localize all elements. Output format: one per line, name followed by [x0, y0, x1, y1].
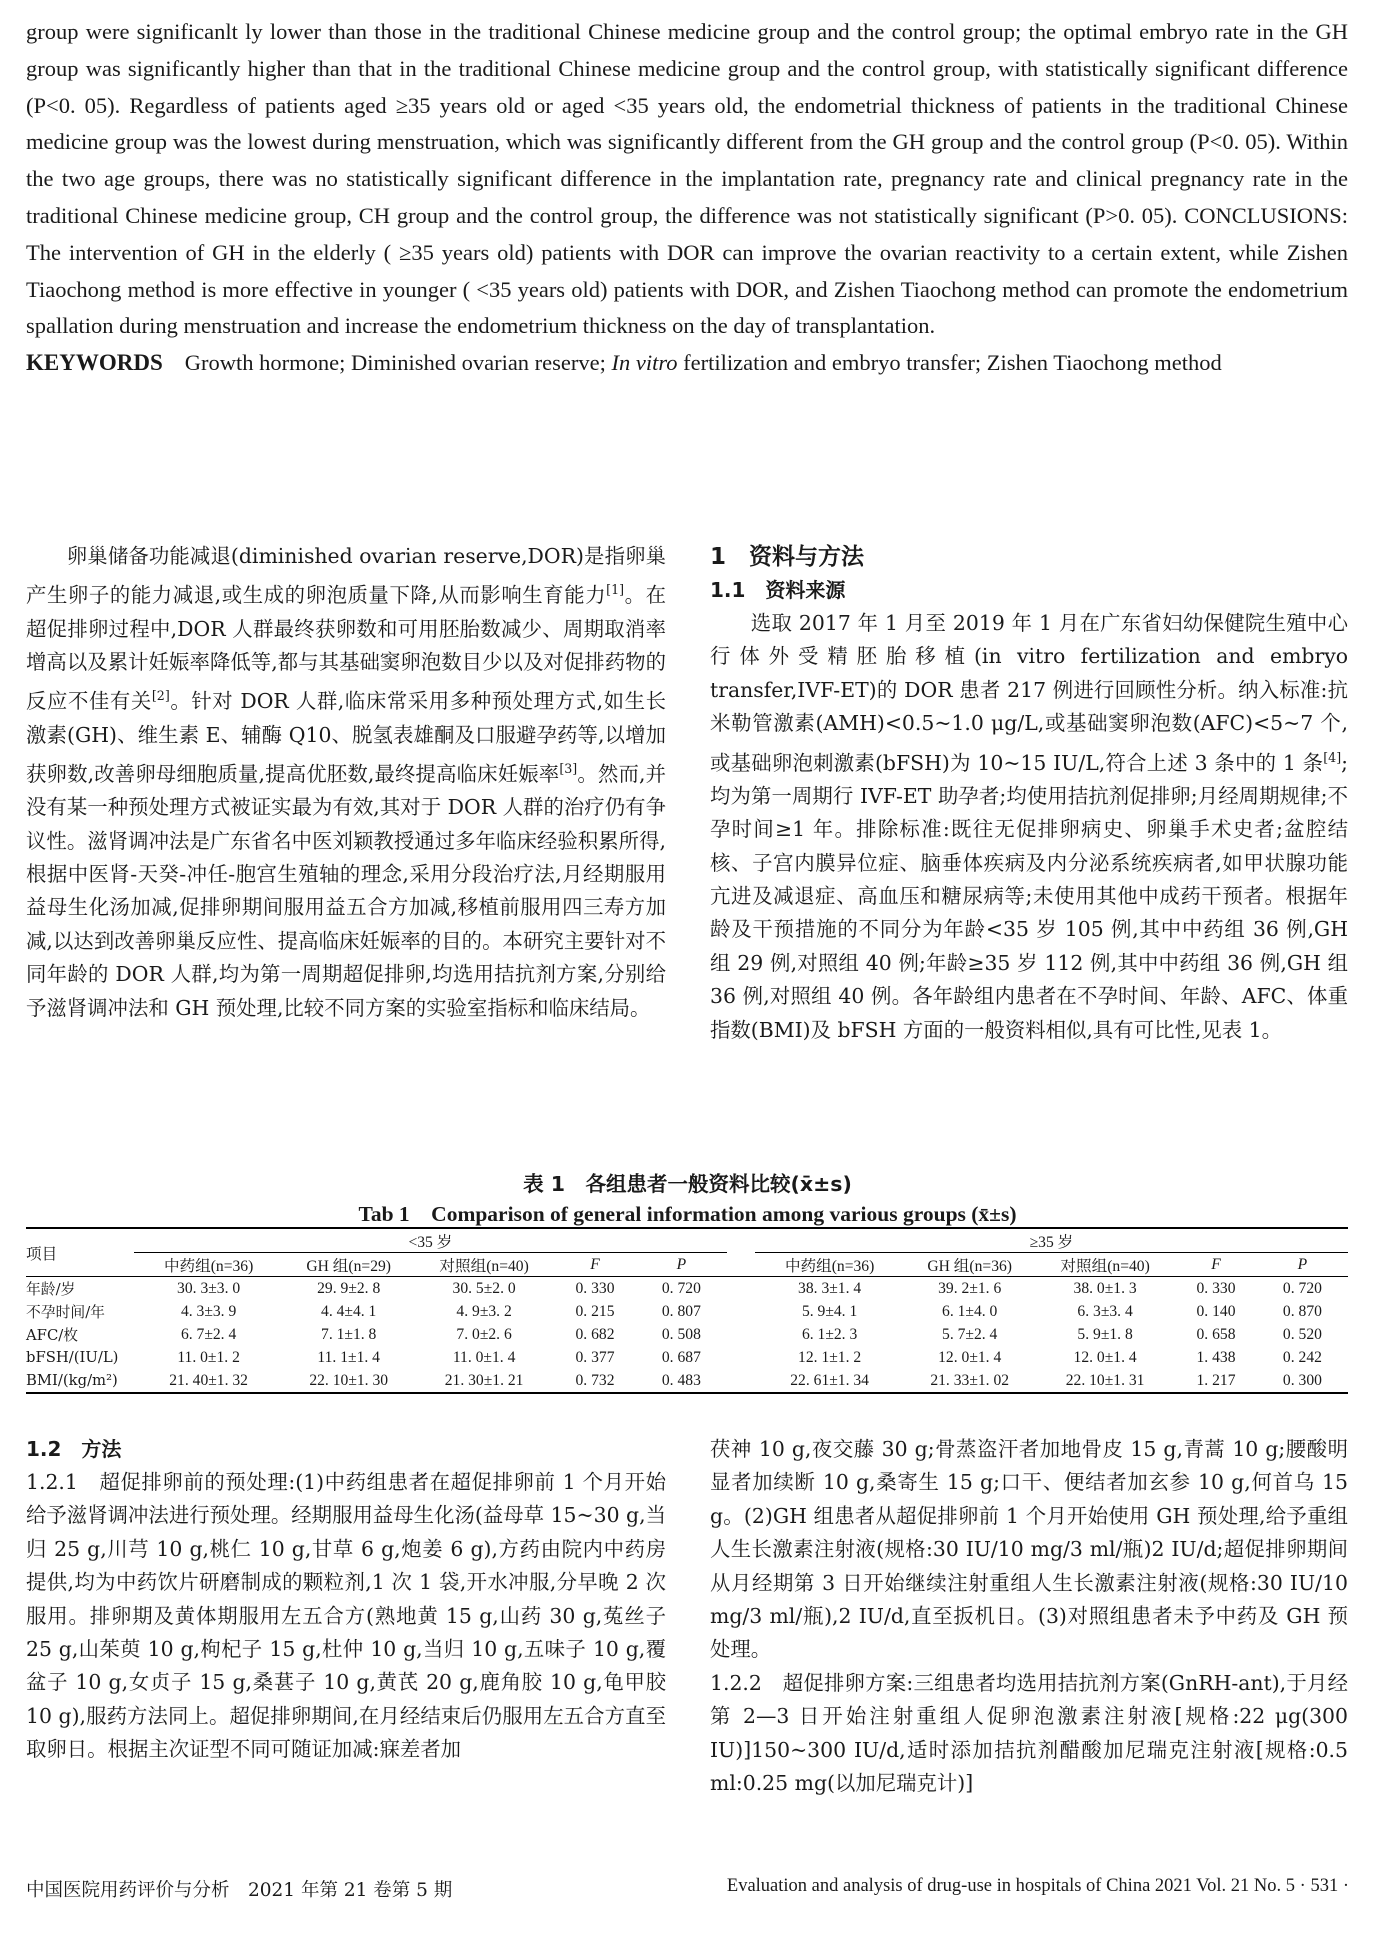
- col-header: P: [676, 1255, 687, 1273]
- table-cell: 4. 9±3. 2: [456, 1302, 512, 1320]
- table-header-row-2: [26, 1253, 1348, 1277]
- table-item-header: 项目: [26, 1228, 134, 1277]
- table-cell: 12. 0±1. 4: [1073, 1348, 1137, 1366]
- row-label: 不孕时间/年: [26, 1304, 105, 1321]
- col-header: 中药组(n=36): [784, 1257, 875, 1275]
- intro-text-1: 卵巢储备功能减退(diminished ovarian reserve,DOR)是指卵巢产生卵子的能力减退,或生成的卵泡质量下降,从而影响生育能力: [26, 544, 666, 608]
- table-cell: 29. 9±2. 8: [283, 1277, 414, 1301]
- table-cell: 12. 0±1. 4: [938, 1348, 1002, 1366]
- table-row: [26, 1346, 1348, 1369]
- table-cell: 0. 140: [1196, 1302, 1236, 1320]
- table-cell: 22. 10±1. 30: [283, 1369, 414, 1393]
- table-cell: 1. 438: [1196, 1348, 1236, 1366]
- methods-paragraph-1-2-2: 1.2.2 超促排卵方案:三组患者均选用拮抗剂方案(GnRH-ant),于月经第 2—3 日开始注射重组人促卵泡激素注射液[规格:22 μg(300 IU)]150~300 IU/d,适时添加拮抗剂醋酸加尼瑞克注射液[规格:0.5 ml:0.25 mg(以加尼瑞克计)]: [710, 1670, 1348, 1796]
- table-header-row-1: [26, 1228, 1348, 1253]
- col-header: 对照组(n=40): [1060, 1257, 1150, 1275]
- citation-4[interactable]: [4]: [1323, 749, 1342, 765]
- table-cell: 7. 0±2. 6: [456, 1325, 512, 1343]
- table-cell: 5. 9±1. 8: [1077, 1325, 1133, 1343]
- section-heading-1: 1 资料与方法: [710, 544, 865, 570]
- table-cell: 21. 30±1. 21: [414, 1369, 554, 1393]
- row-label: 年龄/岁: [26, 1277, 134, 1301]
- group-header-ge35: ≥35 岁: [755, 1228, 1348, 1253]
- table-cell: 0. 720: [1257, 1277, 1348, 1301]
- citation-2[interactable]: [2]: [151, 688, 170, 704]
- table-cell: 39. 2±1. 6: [904, 1277, 1035, 1301]
- table-cell: 5. 7±2. 4: [942, 1325, 998, 1343]
- table-cell: 0. 807: [661, 1302, 701, 1320]
- keywords-label: KEYWORDS: [26, 350, 163, 376]
- keywords-text-italic: In vitro: [611, 350, 678, 376]
- table-row: [26, 1277, 1348, 1301]
- table-1-title-zh: 表 1 各组患者一般资料比较(x̄±s): [523, 1172, 852, 1196]
- table-cell: 6. 1±2. 3: [801, 1325, 858, 1343]
- table-cell: 21. 40±1. 32: [134, 1369, 283, 1393]
- table-cell: 0. 682: [575, 1325, 615, 1343]
- table-cell: 22. 10±1. 31: [1035, 1369, 1175, 1393]
- table-cell: 0. 377: [575, 1348, 615, 1366]
- intro-column-left: [26, 540, 666, 1025]
- table-cell: 12. 1±1. 2: [798, 1348, 862, 1366]
- materials-text-2: ;均为第一周期行 IVF-ET 助孕者;均使用拮抗剂促排卵;月经周期规律;不孕时间≥1 年。排除标准:既往无促排卵病史、卵巢手术史者;盆腔结核、子宫内膜异位症、脑垂体疾病及内分泌系统疾病者,如甲状腺功能亢进及减退症、高血压和糖尿病等;未使用其他中成药干预者。根据年龄及干预措施的不同分为年龄<35 岁 105 例,其中中药组 36 例,GH 组 29 例,对照组 40 例;年龄≥35 岁 112 例,其中中药组 36 例,GH 组 36 例,对照组 40 例。各年龄组内患者在不孕时间、年龄、AFC、体重指数(BMI)及 bFSH 方面的一般资料相似,具有可比性,见表 1。: [710, 750, 1348, 1042]
- group-header-lt35: <35 岁: [134, 1228, 727, 1253]
- abstract-results-conclusions: group were significanlt ly lower than those in the traditional Chinese medicine group and the control group; the optimal embryo rate in the GH group was significantly higher than that in the traditional Chinese medicine group and the control group, with statistically significant difference (P<0. 05). Regardless of patients aged ≥35 years old or aged <35 years old, the endometrial thickness of patients in the traditional Chinese medicine group was the lowest during menstruation, which was significantly different from the GH group and the control group (P<0. 05). Within the two age groups, there was no statistically significant difference in the implantation rate, pregnancy rate and clinical pregnancy rate in the traditional Chinese medicine group, CH group and the control group, the difference was not statistically significant (P>0. 05). CONCLUSIONS: The intervention of GH in the elderly ( ≥35 years old) patients with DOR can improve the ovarian reactivity to a certain extent, while Zishen Tiaochong method is more effective in younger ( <35 years old) patients with DOR, and Zishen Tiaochong method can promote the endometrium spallation during menstruation and increase the endometrium thickness on the day of transplantation.: [26, 19, 1348, 339]
- table-1: [26, 1227, 1348, 1394]
- table-gap: [727, 1323, 755, 1346]
- table-cell: 4. 4±4. 1: [321, 1302, 377, 1320]
- table-row: [26, 1300, 1348, 1323]
- table-cell: 0. 483: [636, 1369, 727, 1393]
- section-heading-1-1: 1.1 资料来源: [710, 578, 846, 602]
- col-header: F: [1211, 1255, 1221, 1273]
- table-cell: 5. 9±4. 1: [801, 1302, 858, 1320]
- table-gap: [727, 1369, 755, 1393]
- col-header: 对照组(n=40): [439, 1257, 529, 1275]
- intro-text-2: 。在超促排卵过程中,DOR 人群最终获卵数和可用胚胎数减少、周期取消率增高以及累计妊娠率降低等,都与其基础窦卵泡数目少以及对促排药物的反应不佳有关: [26, 583, 666, 714]
- row-label: bFSH/(IU/L): [26, 1349, 119, 1366]
- table-gap: [727, 1253, 755, 1277]
- table-cell: 0. 870: [1282, 1302, 1322, 1320]
- table-cell: 11. 1±1. 4: [317, 1348, 380, 1366]
- table-cell: 0. 215: [575, 1302, 615, 1320]
- table-cell: 1. 217: [1175, 1369, 1257, 1393]
- keywords-text-c: fertilization and embryo transfer; Zishen Tiaochong method: [677, 350, 1222, 376]
- keywords-text-a: Growth hormone; Diminished ovarian reserve;: [184, 350, 612, 376]
- table-cell: 0. 520: [1282, 1325, 1322, 1343]
- methods-paragraph-continued: 茯神 10 g,夜交藤 30 g;骨蒸盗汗者加地骨皮 15 g,青蒿 10 g;腰酸明显者加续断 10 g,桑寄生 15 g;口干、便结者加玄参 10 g,何首乌 15 g。(2)GH 组患者从超促排卵前 1 个月开始使用 GH 预处理,给予重组人生长激素注射液(规格:30 IU/10 mg/3 ml/瓶)2 IU/d;超促排卵期间从月经期第 3 日开始继续注射重组人生长激素注射液(规格:30 IU/10 mg/3 ml/瓶),2 IU/d,直至扳机日。(3)对照组患者未予中药及 GH 预处理。: [710, 1437, 1348, 1662]
- table-cell: 0. 242: [1282, 1348, 1322, 1366]
- footer-journal-en: Evaluation and analysis of drug-use in hospitals of China 2021 Vol. 21 No. 5 · 531 ·: [726, 1876, 1349, 1896]
- table-cell: 0. 687: [661, 1348, 701, 1366]
- materials-column-right: [710, 540, 1348, 1047]
- col-header: 中药组(n=36): [163, 1257, 254, 1275]
- table-gap: [727, 1300, 755, 1323]
- table-cell: 0. 330: [1175, 1277, 1257, 1301]
- table-row: [26, 1323, 1348, 1346]
- col-header: GH 组(n=36): [927, 1257, 1012, 1275]
- table-cell: 30. 5±2. 0: [414, 1277, 554, 1301]
- table-cell: 7. 1±1. 8: [321, 1325, 377, 1343]
- table-cell: 6. 3±3. 4: [1077, 1302, 1133, 1320]
- table-gap: [727, 1277, 755, 1301]
- citation-3[interactable]: [3]: [559, 761, 578, 777]
- table-cell: 0. 330: [554, 1277, 636, 1301]
- table-cell: 0. 300: [1257, 1369, 1348, 1393]
- english-abstract: [26, 14, 1348, 382]
- table-cell: 0. 720: [636, 1277, 727, 1301]
- col-header: GH 组(n=29): [306, 1257, 391, 1275]
- intro-paragraph: [26, 540, 666, 1025]
- table-cell: 30. 3±3. 0: [134, 1277, 283, 1301]
- table-cell: 0. 658: [1196, 1325, 1236, 1343]
- table-gap: [727, 1228, 755, 1253]
- table-body: [26, 1277, 1348, 1394]
- table-cell: 21. 33±1. 02: [904, 1369, 1035, 1393]
- methods-paragraph-1-2-1: 1.2.1 超促排卵前的预处理:(1)中药组患者在超促排卵前 1 个月开始给予滋肾调冲法进行预处理。经期服用益母生化汤(益母草 15~30 g,当归 25 g,川芎 10 g,桃仁 10 g,甘草 6 g,炮姜 6 g),方药由院内中药房提供,均为中药饮片研磨制成的颗粒剂,1 次 1 袋,开水冲服,分早晚 2 次服用。排卵期及黄体期服用左五合方(熟地黄 15 g,山药 30 g,菟丝子 25 g,山茱萸 10 g,枸杞子 15 g,杜仲 10 g,当归 10 g,五味子 10 g,覆盆子 10 g,女贞子 15 g,桑葚子 10 g,黄芪 20 g,鹿角胶 10 g,龟甲胶 10 g),服药方法同上。超促排卵期间,在月经结束后仍服用左五合方直至取卵日。根据主次证型不同可随证加减:寐差者加: [26, 1470, 666, 1762]
- keywords-line: [26, 345, 1348, 382]
- table-cell: 11. 0±1. 2: [177, 1348, 240, 1366]
- table-row: [26, 1369, 1348, 1393]
- table-cell: 22. 61±1. 34: [755, 1369, 904, 1393]
- table-cell: 6. 7±2. 4: [180, 1325, 237, 1343]
- citation-1[interactable]: [1]: [606, 582, 625, 598]
- table-cell: 6. 1±4. 0: [942, 1302, 998, 1320]
- methods-column-right: [710, 1433, 1348, 1800]
- intro-text-4: 。然而,并没有某一种预处理方式被证实最为有效,其对于 DOR 人群的治疗仍有争议性。滋肾调冲法是广东省名中医刘颖教授通过多年临床经验积累所得,根据中医肾-天癸-冲任-胞宫生殖轴的理念,采用分段治疗法,月经期服用益母生化汤加减,促排卵期间服用益五合方加减,移植前服用四三寿方加减,以达到改善卵巢反应性、提高临床妊娠率的目的。本研究主要针对不同年龄的 DOR 人群,均为第一周期超促排卵,均选用拮抗剂方案,分别给予滋肾调冲法和 GH 预处理,比较不同方案的实验室指标和临床结局。: [26, 761, 666, 1020]
- materials-text-1: 选取 2017 年 1 月至 2019 年 1 月在广东省妇幼保健院生殖中心行体外受精胚胎移植(in vitro fertilization and embryo transfer,IVF-ET)的 DOR 患者 217 例进行回顾性分析。纳入标准:抗米勒管激素(AMH)<0.5~1.0 μg/L,或基础窦卵泡数(AFC)<5~7 个,或基础卵泡刺激素(bFSH)为 10~15 IU/L,符合上述 3 条中的 1 条: [710, 611, 1348, 775]
- row-label: AFC/枚: [26, 1327, 79, 1344]
- table-cell: 0. 732: [554, 1369, 636, 1393]
- table-gap: [727, 1346, 755, 1369]
- section-heading-1-2: 1.2 方法: [26, 1437, 122, 1461]
- table-cell: 38. 0±1. 3: [1035, 1277, 1175, 1301]
- intro-text-3: 。针对 DOR 人群,临床常采用多种预处理方式,如生长激素(GH)、维生素 E、辅酶 Q10、脱氢表雄酮及口服避孕药等,以增加获卵数,改善卵母细胞质量,提高优胚数,最终提高临床妊娠率: [26, 689, 667, 786]
- table-cell: 11. 0±1. 4: [452, 1348, 516, 1366]
- row-label: BMI/(kg/m²): [26, 1369, 134, 1393]
- col-header: F: [590, 1255, 600, 1273]
- table-cell: 0. 508: [661, 1325, 701, 1343]
- footer-journal-zh: 中国医院用药评价与分析 2021 年第 21 卷第 5 期: [26, 1880, 453, 1901]
- col-header: P: [1297, 1255, 1308, 1273]
- methods-column-left: [26, 1433, 666, 1767]
- materials-paragraph: [710, 607, 1348, 1047]
- table-cell: 4. 3±3. 9: [180, 1302, 237, 1320]
- table-cell: 38. 3±1. 4: [755, 1277, 904, 1301]
- table-1-title-en: Tab 1 Comparison of general information among various groups (x̄±s): [358, 1202, 1017, 1226]
